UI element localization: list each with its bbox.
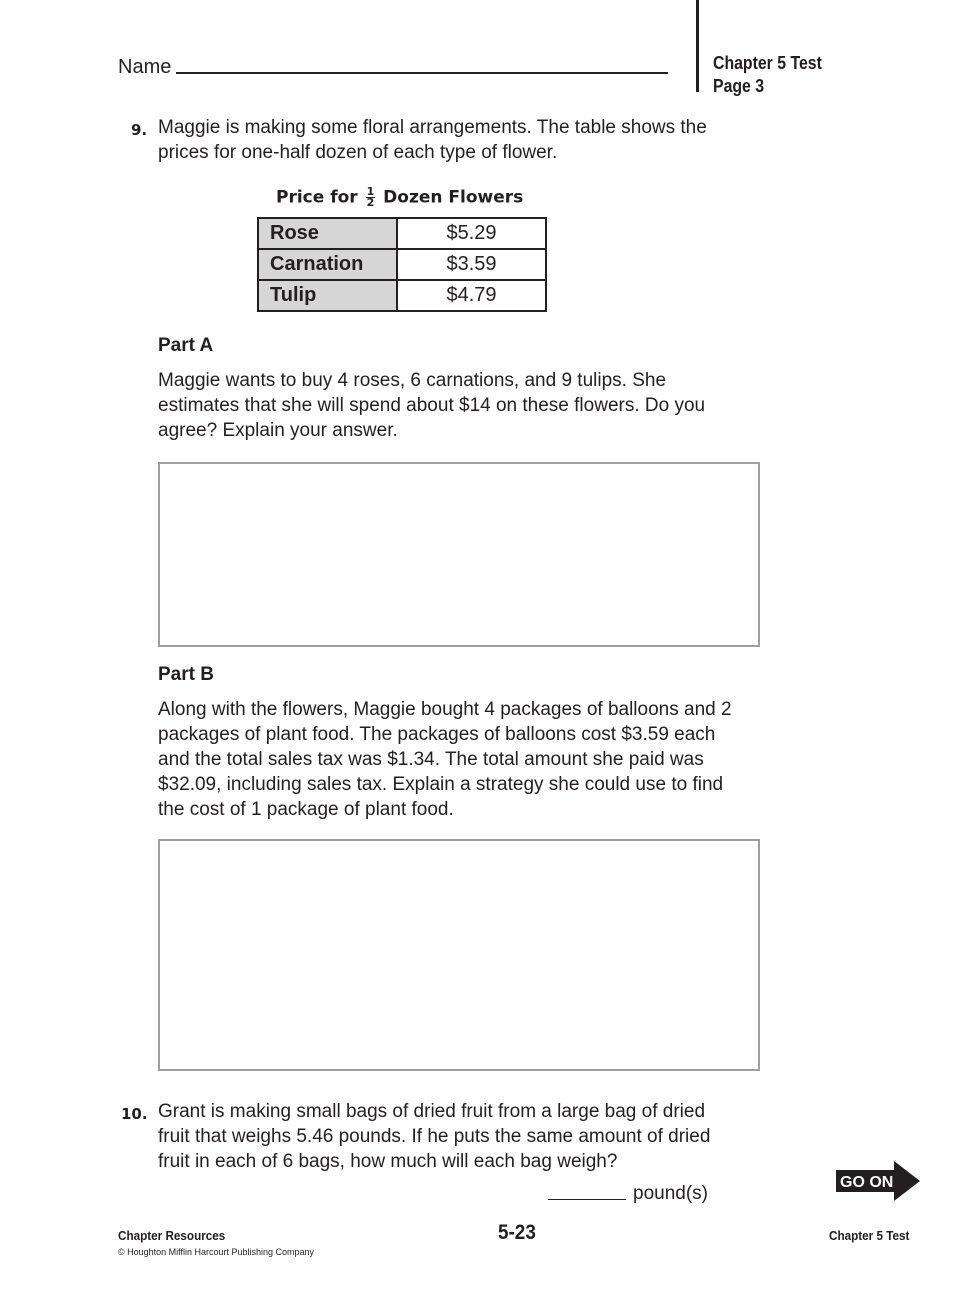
- question-9-text: Maggie is making some floral arrangements. The table shows the prices for one-half dozen of each type of flower.: [158, 117, 707, 163]
- table-row: [258, 218, 546, 249]
- one-half-fraction: [366, 187, 376, 208]
- part-a-answer-box[interactable]: [158, 462, 760, 647]
- flower-name: Carnation: [258, 249, 397, 280]
- chapter-title: Chapter 5 Test: [713, 53, 822, 73]
- question-10-answer-line[interactable]: [548, 1199, 626, 1200]
- footer-copyright: © Houghton Mifflin Harcourt Publishing Company: [118, 1247, 315, 1257]
- footer-chapter-test: Chapter 5 Test: [829, 1228, 910, 1243]
- table-row: [258, 249, 546, 280]
- part-b-answer-box[interactable]: [158, 839, 760, 1071]
- part-a-text: Maggie wants to buy 4 roses, 6 carnations, and 9 tulips. She estimates that she will spend about $14 on these flowers. Do you agree? Explain your answer.: [158, 370, 706, 441]
- header-divider: [696, 0, 699, 92]
- table-row: [258, 280, 546, 311]
- name-label: Name: [118, 56, 172, 78]
- question-10-text: Grant is making small bags of dried fruit from a large bag of dried fruit that weighs 5.46 pounds. If he puts the same amount of dried fruit in each of 6 bags, how much will each bag weigh?: [158, 1101, 711, 1172]
- page-label: Page 3: [713, 76, 765, 96]
- name-field-line[interactable]: [176, 72, 668, 74]
- fraction-numerator: 1: [366, 185, 375, 198]
- fraction-denominator: 2: [366, 196, 375, 209]
- question-10-number: 10.: [121, 1105, 148, 1123]
- flower-price: $5.29: [397, 218, 546, 249]
- table-caption: [276, 187, 523, 208]
- flower-name: Rose: [258, 218, 397, 249]
- caption-after: Dozen Flowers: [383, 187, 524, 208]
- part-a-heading: Part A: [158, 335, 214, 356]
- part-b-heading: Part B: [158, 664, 214, 685]
- page-number: 5-23: [498, 1221, 536, 1244]
- flower-price-table: [257, 217, 547, 312]
- go-on-label: GO ON: [840, 1174, 894, 1191]
- flower-price: $3.59: [397, 249, 546, 280]
- part-b-text: Along with the flowers, Maggie bought 4 packages of balloons and 2 packages of plant food. The packages of balloons cost $3.59 each and the total sales tax was $1.34. The total amount she paid was $32.09, including sales tax. Explain a strategy she could use to find the cost of 1 package of plant food.: [158, 699, 732, 820]
- chapter-header: [713, 52, 822, 98]
- go-on-arrow-icon: [836, 1161, 920, 1201]
- question-9-number: 9.: [131, 121, 148, 139]
- footer-chapter-resources: Chapter Resources: [118, 1228, 226, 1243]
- caption-before: Price for: [276, 187, 358, 208]
- flower-price: $4.79: [397, 280, 546, 311]
- answer-unit: pound(s): [633, 1183, 708, 1204]
- flower-name: Tulip: [258, 280, 397, 311]
